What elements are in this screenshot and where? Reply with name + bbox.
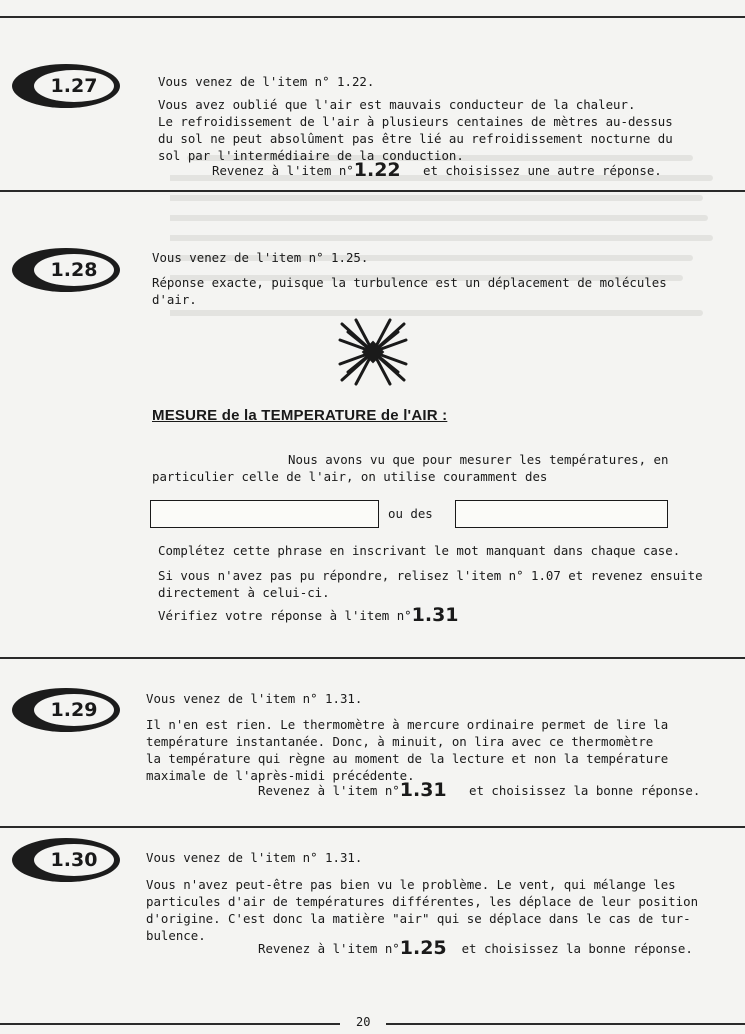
item-number: 1.30	[34, 844, 114, 876]
item-link-number[interactable]: 1.31	[411, 604, 459, 626]
item-text: Vous venez de l'item n° 1.31.	[146, 850, 363, 865]
item-text: bulence.	[146, 928, 206, 943]
item-number: 1.29	[34, 694, 114, 726]
item-text: la température qui règne au moment de la lecture et non la température	[146, 751, 669, 766]
item-link-number[interactable]: 1.31	[399, 779, 447, 801]
item-text: d'origine. C'est donc la matière "air" qui se déplace dans le cas de tur-	[146, 911, 691, 926]
return-text: et choisissez une autre réponse.	[423, 163, 662, 178]
item-text: du sol ne peut absolûment pas être lié au refroidissement nocturne du	[158, 131, 673, 146]
section-text: particulier celle de l'air, on utilise couramment des	[152, 469, 548, 484]
item-link-number[interactable]: 1.25	[399, 937, 447, 959]
section-text: Si vous n'avez pas pu répondre, relisez l'item n° 1.07 et revenez ensuite	[158, 568, 703, 583]
return-instruction	[212, 159, 662, 181]
footer-rule-right	[386, 1023, 745, 1025]
item-badge-1-28	[12, 248, 120, 292]
verify-text: Vérifiez votre réponse à l'item n°	[158, 608, 412, 623]
section-divider	[0, 190, 745, 192]
item-text: température instantanée. Donc, à minuit, on lira avec ce thermomètre	[146, 734, 654, 749]
answer-box-1[interactable]	[150, 500, 379, 528]
top-rule	[0, 16, 745, 18]
return-instruction	[258, 937, 693, 959]
section-divider	[0, 657, 745, 659]
item-text: Vous n'avez peut-être pas bien vu le problème. Le vent, qui mélange les	[146, 877, 676, 892]
section-text: Complétez cette phrase en inscrivant le mot manquant dans chaque case.	[158, 543, 681, 558]
return-instruction	[258, 779, 701, 801]
section-heading: MESURE de la TEMPERATURE de l'AIR :	[152, 407, 448, 424]
return-text: Revenez à l'item n°	[258, 941, 400, 956]
or-label: ou des	[388, 506, 433, 521]
item-link-number[interactable]: 1.22	[353, 159, 401, 181]
footer-rule-left	[0, 1023, 340, 1025]
item-text: Le refroidissement de l'air à plusieurs centaines de mètres au-dessus	[158, 114, 673, 129]
item-text: Vous venez de l'item n° 1.25.	[152, 250, 369, 265]
star-ornament-icon	[338, 318, 408, 386]
item-text: Il n'en est rien. Le thermomètre à mercure ordinaire permet de lire la	[146, 717, 669, 732]
item-text: Vous venez de l'item n° 1.31.	[146, 691, 363, 706]
item-badge-1-30	[12, 838, 120, 882]
answer-box-2[interactable]	[455, 500, 668, 528]
page-number: 20	[356, 1015, 371, 1029]
return-text: Revenez à l'item n°	[258, 783, 400, 798]
section-divider	[0, 826, 745, 828]
item-text: Réponse exacte, puisque la turbulence est un déplacement de molécules	[152, 275, 667, 290]
item-text: Vous avez oublié que l'air est mauvais conducteur de la chaleur.	[158, 97, 636, 112]
verify-instruction	[158, 604, 459, 626]
return-text: Revenez à l'item n°	[212, 163, 354, 178]
section-text: directement à celui-ci.	[158, 585, 330, 600]
item-number: 1.28	[34, 254, 114, 286]
section-text: Nous avons vu que pour mesurer les températures, en	[288, 452, 669, 467]
return-text: et choisissez la bonne réponse.	[461, 941, 693, 956]
item-text: maximale de l'après-midi précédente.	[146, 768, 415, 783]
item-text: sol par l'intermédiaire de la conduction.	[158, 148, 464, 163]
item-number: 1.27	[34, 70, 114, 102]
item-text: d'air.	[152, 292, 197, 307]
item-badge-1-27	[12, 64, 120, 108]
item-text: particules d'air de températures différentes, les déplace de leur position	[146, 894, 699, 909]
item-badge-1-29	[12, 688, 120, 732]
item-text: Vous venez de l'item n° 1.22.	[158, 74, 375, 89]
return-text: et choisissez la bonne réponse.	[469, 783, 701, 798]
